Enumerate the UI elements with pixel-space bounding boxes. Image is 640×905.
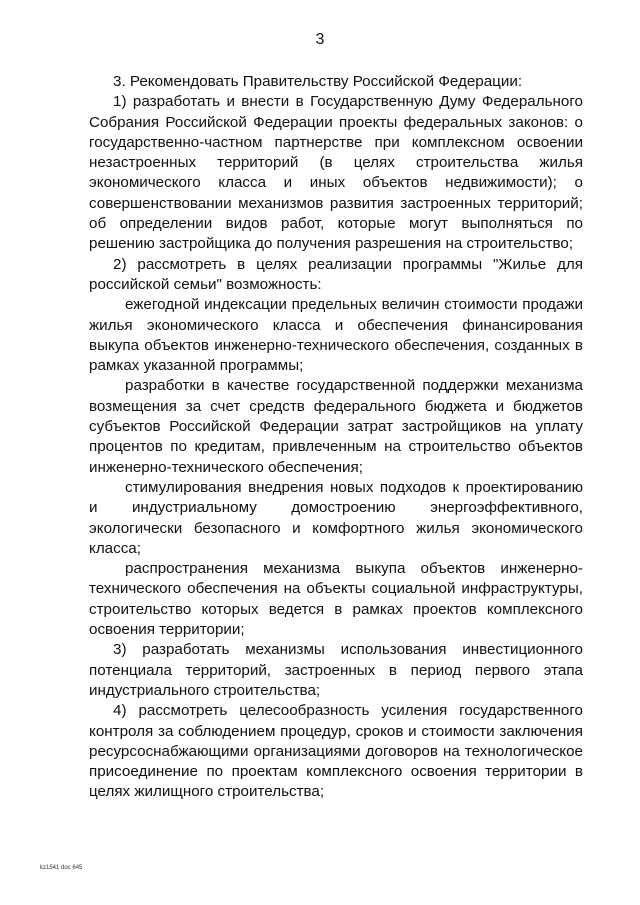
paragraph-item-1: 1) разработать и внести в Государственную Думу Федерального Собрания Российской Федерации проекты федеральных законов: о государственно-частном партнерстве при комплексном освоении незастроенных территорий (в целях строительства жилья экономического класса и иных объектов недвижимости); о совершенствовании механизмов развития застроенных территорий; об определении видов работ, которые могут выполняться по решению застройщика до получения разрешения на строительство; <box>89 93 583 253</box>
paragraph-item-2-indexation: ежегодной индексации предельных величин стоимости продажи жилья экономического класса и обеспечения финансирования выкупа объектов инженерно-технического обеспечения, созданных в рамках указанной программы; <box>89 296 583 375</box>
paragraph-item-3: 3) разработать механизмы использования инвестиционного потенциала территорий, застроенных в период первого этапа индустриального строительства; <box>89 641 583 699</box>
document-body <box>89 72 583 803</box>
document-footer-code: kz1541 doc 645 <box>40 865 83 871</box>
paragraph-item-4: 4) рассмотреть целесообразность усиления государственного контроля за соблюдением процедур, сроков и стоимости заключения ресурсоснабжающими организациями договоров на технологическое присоединение по проектам комплексного освоения территории в целях жилищного строительства; <box>89 702 583 801</box>
paragraph-item-2-compensation: разработки в качестве государственной поддержки механизма возмещения за счет средств федерального бюджета и бюджетов субъектов Российской Федерации затрат застройщиков на уплату процентов по кредитам, привлеченным на строительство объектов инженерно-технического обеспечения; <box>89 377 583 476</box>
paragraph-item-2: 2) рассмотреть в целях реализации программы "Жилье для российской семьи" возможность: <box>89 255 583 293</box>
paragraph-recommendation-heading: 3. Рекомендовать Правительству Российской Федерации: <box>113 73 523 90</box>
paragraph-item-2-buyout: распространения механизма выкупа объектов инженерно-технического обеспечения на объекты социальной инфраструктуры, строительство которых ведется в рамках проектов комплексного освоения территории; <box>89 560 583 639</box>
paragraph-item-2-stimulation: стимулирования внедрения новых подходов к проектированию и индустриальному домостроению энергоэффективного, экологически безопасного и комфортного жилья экономического класса; <box>89 478 583 557</box>
page-number: 3 <box>315 31 325 48</box>
